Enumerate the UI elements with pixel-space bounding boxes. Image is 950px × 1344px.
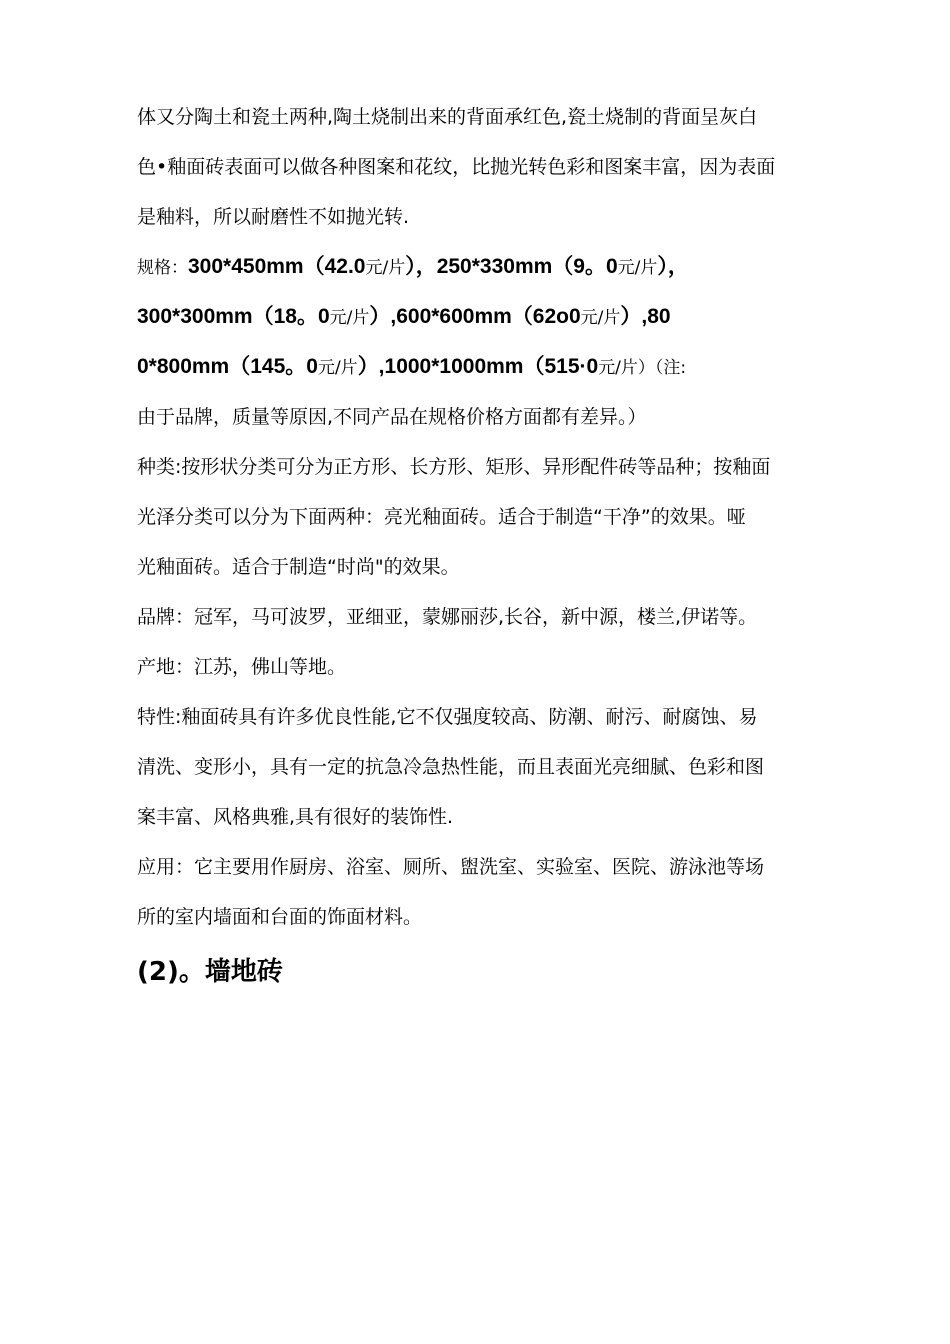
intro-line-2: 色•釉面砖表面可以做各种图案和花纹，比抛光转色彩和图案丰富，因为表面 <box>137 156 776 178</box>
intro-line-1: 体又分陶土和瓷土两种,陶土烧制出来的背面承红色,瓷土烧制的背面呈灰白 <box>137 106 758 128</box>
spec-line-1 <box>137 242 827 292</box>
types-line-3: 光釉面砖。适合于制造“时尚"的效果。 <box>137 556 460 578</box>
spec-unit: 元/片 <box>365 258 406 278</box>
spec-item: ）,80 <box>620 305 671 328</box>
spec-note-start: ）（注: <box>637 358 687 378</box>
usage-line-1: 应用：它主要用作厨房、浴室、厕所、盥洗室、实验室、医院、游泳池等场 <box>137 856 765 878</box>
features-line-3: 案丰富、风格典雅,具有很好的装饰性. <box>137 806 454 828</box>
intro-line-3: 是釉料，所以耐磨性不如抛光转. <box>137 206 410 228</box>
spec-line-3 <box>137 342 827 392</box>
spec-item: ），250*330mm（9。0 <box>405 255 618 278</box>
spec-note: 由于品牌，质量等原因,不同产品在规格价格方面都有差异。） <box>137 406 647 428</box>
spec-unit: 元/片 <box>598 358 638 378</box>
spec-item: 0*800mm（145。0 <box>137 355 318 378</box>
spec-line-2 <box>137 292 827 342</box>
features-line-1: 特性:釉面砖具有许多优良性能,它不仅强度较高、防潮、耐污、耐腐蚀、易 <box>137 706 758 728</box>
usage-line-2: 所的室内墙面和台面的饰面材料。 <box>137 906 423 928</box>
types-line-2: 光泽分类可以分为下面两种：亮光釉面砖。适合于制造“干净”的效果。哑 <box>137 506 746 528</box>
spec-item: ）,600*600mm（62o0 <box>369 305 581 328</box>
document-page <box>137 92 827 1002</box>
features-line-2: 清洗、变形小，具有一定的抗急冷急热性能，而且表面光亮细腻、色彩和图 <box>137 756 765 778</box>
spec-unit: 元/片 <box>329 308 370 328</box>
types-line-1: 种类:按形状分类可分为正方形、长方形、矩形、异形配件砖等品种；按釉面 <box>137 456 771 478</box>
spec-item: 300*300mm（18。0 <box>137 305 330 328</box>
spec-item: ）,1000*1000mm（515·0 <box>357 355 599 378</box>
brands-line: 品牌：冠军，马可波罗，亚细亚，蒙娜丽莎,长谷，新中源，楼兰,伊诺等。 <box>137 606 758 628</box>
spec-item: ）， <box>657 255 689 278</box>
spec-unit: 元/片 <box>617 258 658 278</box>
spec-item: 300*450mm（42.0 <box>188 255 366 278</box>
section-heading: (2)。墙地砖 <box>137 957 283 987</box>
spec-unit: 元/片 <box>317 358 358 378</box>
spec-unit: 元/片 <box>580 308 621 328</box>
spec-label: 规格： <box>137 258 188 278</box>
origin-line: 产地：江苏，佛山等地。 <box>137 656 347 678</box>
